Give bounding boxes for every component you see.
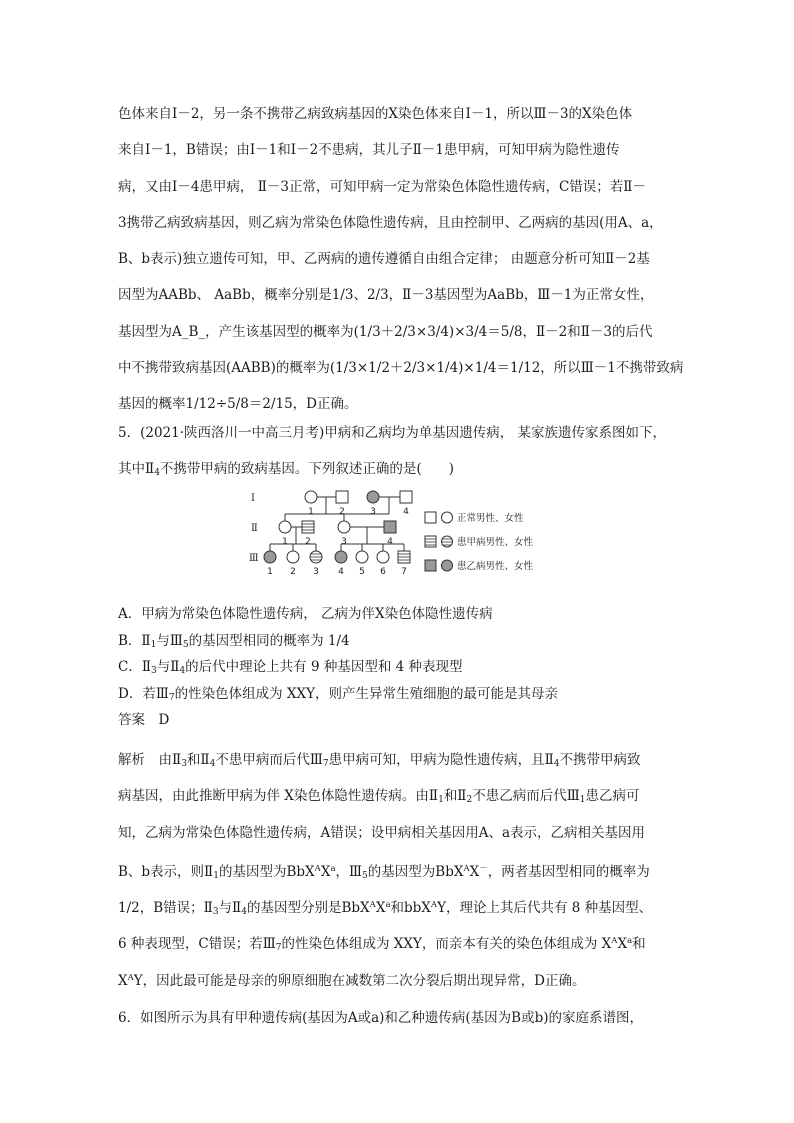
superscript: A [127,972,134,983]
text-run: 和Ⅱ [186,752,210,768]
text-run: 的性染色体组成为 XXY，而亲本有关的染色体组成为 X [281,936,612,953]
gen1-female-1 [305,491,317,503]
question-5-explanation [118,742,678,996]
explanation-line: 来自Ⅰ－1，B错误；由Ⅰ－1和Ⅰ－2不患病，其儿子Ⅱ－1患甲病，可知甲病为隐性遗传 [118,142,620,159]
text-run: 其中Ⅱ [118,461,155,478]
subscript: 3 [181,759,187,769]
option-c [118,654,678,681]
text-run: Y，因此最可能是母亲的卵原细胞在减数第二次分裂后期出现异常，D正确。 [133,972,586,989]
subscript: 4 [154,468,160,479]
text-run: 解析 由Ⅱ [118,752,182,768]
text-run: 6 种表现型，C错误；若Ⅲ [118,936,276,953]
gen1-male-4 [400,491,412,503]
explanation-line [118,778,678,814]
superscript: A [430,900,438,911]
individual-number: 4 [338,567,344,577]
question-stem-line: 6．如图所示为具有甲种遗传病(基因为A或a)和乙种遗传病(基因为B或b)的家庭系谱图， [118,1010,644,1026]
subscript: 3 [212,907,219,918]
superscript: a [330,863,336,874]
individual-number: 3 [341,537,347,547]
subscript: 5 [362,870,368,881]
gen3-female-2 [287,551,299,563]
text-run: D．若Ⅲ [118,685,169,702]
previous-explanation [118,96,684,423]
text-run: ，两者基因型相同的概率为 [487,863,650,880]
individual-number: 1 [308,507,314,517]
superscript: A [369,900,376,911]
text-run: 与Ⅲ [156,632,183,649]
gen1-male-2 [336,491,348,503]
subscript: 1 [438,795,444,806]
text-run: 病基因，由此推断甲病为伴 X染色体隐性遗传病。由Ⅱ [118,788,439,805]
text-run: X [617,936,628,953]
text-run: 和bbX [390,900,431,917]
gen2-female-3 [338,521,350,533]
individual-number: 5 [359,567,365,577]
text-run: B、b表示，则Ⅱ [118,863,214,880]
generation-label: Ⅱ [251,523,258,534]
text-run: C．Ⅱ [118,659,152,675]
text-run: 的基因型为BbX [218,863,315,880]
explanation-line: 中不携带致病基因(AABB)的概率为(1/3×1/2＋2/3×1/4)×1/4＝1/12，所以Ⅲ－1不携带致病 [118,360,684,377]
text-run: X [118,972,128,989]
individual-number: 2 [339,507,345,517]
text-run: ，Ⅲ [335,863,363,880]
explanation-line: 病，又由Ⅰ－4患甲病， Ⅱ－3正常，可知甲病一定为常染色体隐性遗传病，C错误；若Ⅱ－ [118,178,646,195]
gen2-male-4-affected-b [384,521,396,533]
text-run: 不携带甲病致 [559,752,641,768]
subscript: 2 [466,795,473,806]
question-stem-line [118,451,678,487]
explanation-line: B、b表示)独立遗传可知，甲、乙两病的遗传遵循自由组合定律； 由题意分析可知Ⅱ－2基 [118,251,650,268]
text-run: 不患乙病而后代Ⅲ [472,788,580,805]
individual-number: 7 [401,567,407,577]
answer-line: 答案 D [118,712,170,728]
gen3-female-6 [377,551,389,563]
text-run: 的基因型分别是BbX [246,900,370,917]
individual-number: 4 [403,507,409,517]
subscript: 7 [168,692,175,703]
individual-number: 3 [313,567,319,577]
text-run: 不患甲病而后代Ⅲ [215,752,323,768]
superscript: － [479,863,488,874]
text-run: 1/2，B错误；Ⅱ [118,900,213,917]
gen3-female-1 [264,551,276,563]
subscript: 5 [182,639,189,650]
individual-number: 1 [267,567,273,577]
gen1-female-3 [367,491,379,503]
subscript: 4 [209,759,216,769]
individual-number: 3 [370,507,376,517]
explanation-line: 3携带乙病致病基因，则乙病为常染色体隐性遗传病，且由控制甲、乙两病的基因(用A、a， [118,214,663,231]
explanation-line [118,742,678,778]
text-run: 患甲病可知，甲病为隐性遗传病，且Ⅱ [328,752,554,768]
individual-number: 4 [387,537,393,547]
explanation-line: 基因型为A_B_，产生该基因型的概率为(1/3＋2/3×3/4)×3/4＝5/8，Ⅱ－2和Ⅱ－3的后代 [118,323,653,340]
gen3-female-5 [356,551,368,563]
subscript: 7 [275,943,282,954]
individual-number: 2 [290,567,296,577]
question-6-stem [118,1000,678,1036]
text-run: 的基因型相同的概率为 1/4 [188,632,350,649]
generation-label: Ⅰ [251,493,255,504]
text-run: B．Ⅱ [118,632,151,649]
text-run: X [375,900,386,917]
question-stem-line: 5．(2021·陕西洛川一中高三月考)甲病和乙病均为单基因遗传病， 某家族遗传家系图如下， [118,425,667,441]
legend-disease-a: 患甲病男性、女性 [457,537,534,548]
superscript: A [611,936,618,947]
text-run: X [469,863,480,880]
text-run: 与Ⅱ [218,900,242,917]
individual-number: 2 [305,537,311,547]
explanation-line: 因型为AABb、 AaBb，概率分别是1/3、2/3，Ⅱ－3基因型为AaBb，Ⅲ－1为正常女性， [118,287,654,304]
subscript: 7 [322,759,329,769]
subscript: 4 [241,907,247,918]
gen2-female-1 [279,521,291,533]
generation-label: Ⅲ [249,553,259,564]
explanation-line: 色体来自Ⅰ－2，另一条不携带乙病致病基因的X染色体来自Ⅰ－1，所以Ⅲ－3的X染色体 [118,106,633,122]
question-5-stem [118,415,678,488]
text-run: 和Ⅱ [443,788,467,805]
text-run: 不携带甲病的致病基因。下列叙述正确的是( ) [159,461,454,478]
subscript: 4 [553,759,560,769]
text-run: 的后代中理论上共有 9 种基因型和 4 种表现型 [185,659,463,675]
explanation-line [118,851,678,887]
text-run: 和 [632,936,646,953]
subscript: 1 [579,795,586,806]
superscript: A [314,863,321,874]
subscript: 3 [151,666,157,676]
subscript: 1 [213,870,219,881]
individual-number: 6 [380,567,386,577]
superscript: a [385,900,391,911]
legend-normal: 正常男性、女性 [457,513,524,524]
pedigree-diagram [245,484,575,586]
superscript: a [627,936,633,947]
explanation-line: 知，乙病为常染色体隐性遗传病，A错误；设甲病相关基因用A、a表示，乙病相关基因用 [118,824,646,841]
question-5-options [118,601,678,734]
option-b [118,628,678,655]
text-run: 患乙病可 [585,788,640,805]
explanation-line [118,923,678,959]
text-run: X [320,863,331,880]
text-run: 的性染色体组成为 XXY，则产生异常生殖细胞的最可能是其母亲 [174,685,559,702]
subscript: 1 [150,639,157,650]
text-run: 与Ⅱ [156,659,180,675]
individual-number: 1 [282,537,288,547]
legend-disease-b: 患乙病男性、女性 [457,561,534,572]
subscript: 4 [179,666,186,676]
explanation-line: 基因的概率1/12÷5/8＝2/15，D正确。 [118,396,358,413]
gen3-female-4 [335,551,347,563]
option-d [118,681,678,708]
option-a: A．甲病为常染色体隐性遗传病， 乙病为伴X染色体隐性遗传病 [118,606,493,622]
text-run: Y，理论上其后代共有 8 种基因型、 [437,900,653,917]
superscript: A [463,863,470,874]
explanation-line [118,887,678,923]
explanation-line [118,960,678,996]
text-run: 的基因型为BbX [367,863,464,880]
